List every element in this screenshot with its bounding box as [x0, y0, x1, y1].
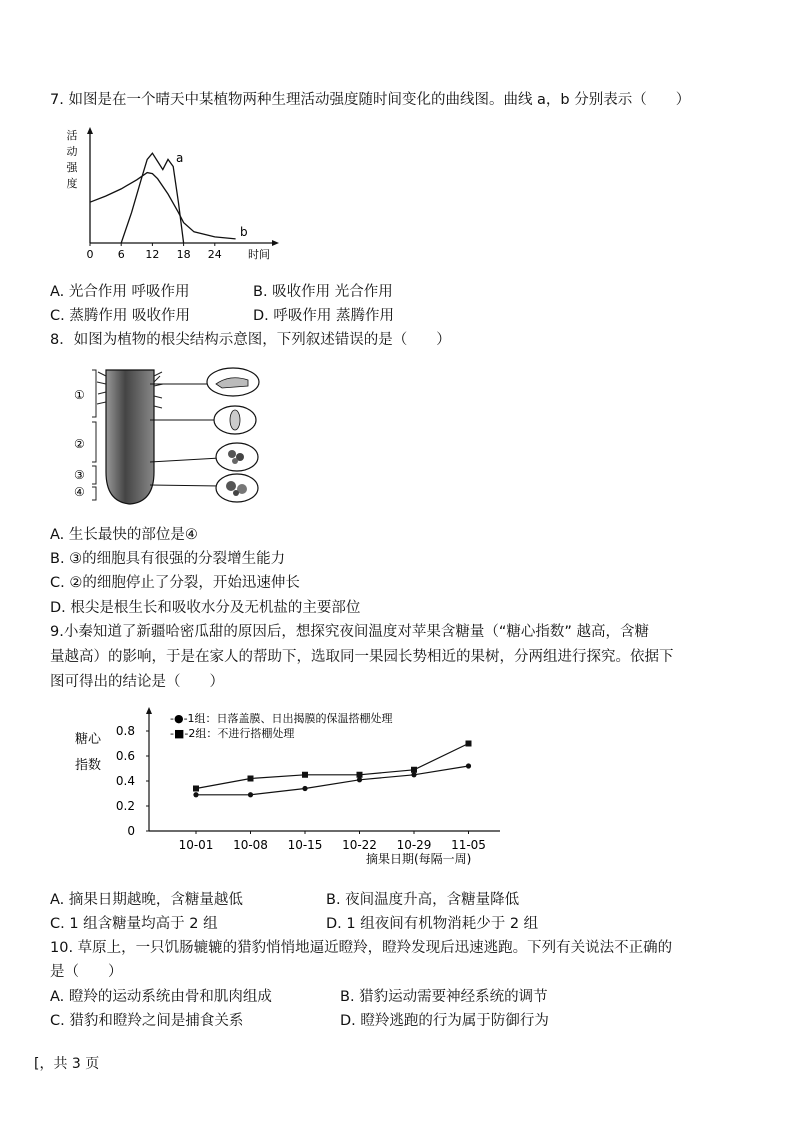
q8-option-c[interactable]: C. ②的细胞停止了分裂，开始迅速伸长 [50, 575, 300, 591]
svg-text:动: 动 [66, 145, 78, 158]
page-footer: [，共 3 页 [34, 1056, 100, 1072]
q9-option-b[interactable]: B. 夜间温度升高，含糖量降低 [326, 892, 520, 908]
q10-option-c[interactable]: C. 猎豹和瞪羚之间是捕食关系 [50, 1013, 244, 1029]
q9-y-tick-label: 0.2 [115, 799, 135, 813]
q9-y-tick-label: 0.8 [115, 724, 135, 738]
q7-ylabel [67, 129, 79, 190]
q9-series-2-point [357, 772, 363, 778]
q7-x-tick-label: 0 [86, 248, 94, 261]
label-1: ① [74, 388, 85, 402]
q7-series-b-label: b [240, 225, 248, 239]
q9-series-1-point [411, 772, 416, 777]
q10-option-a[interactable]: A. 瞪羚的运动系统由骨和肌肉组成 [50, 989, 272, 1005]
q9-chart [70, 705, 510, 875]
q9-series-1-point [193, 792, 198, 797]
svg-text:度: 度 [66, 177, 78, 190]
q7-stem: 7. 如图是在一个晴天中某植物两种生理活动强度随时间变化的曲线图。曲线 a，b 分别表示（ ） [50, 92, 691, 108]
q9-xlabel: 摘果日期(每隔一周) [366, 852, 472, 866]
q9-ylabel-2: 指数 [75, 758, 102, 773]
q9-series-1-point [357, 777, 362, 782]
q7-option-a[interactable]: A. 光合作用 呼吸作用 [50, 284, 190, 300]
pointer-3 [150, 458, 220, 462]
q7-option-b[interactable]: B. 吸收作用 光合作用 [253, 284, 393, 300]
q7-chart [60, 125, 290, 270]
q7-x-tick-label: 12 [145, 248, 160, 261]
q9-y-arrow [146, 707, 152, 714]
q7-x-arrow [272, 240, 279, 246]
q9-series-1-point [466, 763, 471, 768]
q7-option-d[interactable]: D. 呼吸作用 蒸腾作用 [253, 308, 394, 324]
q9-y-tick-label: 0.4 [115, 774, 135, 788]
q9-option-c[interactable]: C. 1 组含糖量均高于 2 组 [50, 916, 218, 932]
q9-series-2-point [248, 776, 254, 782]
region-brackets [92, 370, 96, 500]
q8-option-a[interactable]: A. 生长最快的部位是④ [50, 527, 198, 543]
label-2: ② [74, 437, 85, 451]
root-tip [106, 370, 154, 504]
q10-stem-line2: 是（ ） [50, 964, 123, 980]
q9-option-d[interactable]: D. 1 组夜间有机物消耗少于 2 组 [326, 916, 539, 932]
q9-series-1-point [248, 792, 253, 797]
q8-option-d[interactable]: D. 根尖是根生长和吸收水分及无机盐的主要部位 [50, 600, 361, 616]
q10-option-b[interactable]: B. 猎豹运动需要神经系统的调节 [340, 989, 548, 1005]
q7-series-b [90, 173, 236, 239]
q9-series-2-point [466, 741, 472, 747]
q9-y-tick-label: 0 [127, 824, 135, 838]
q10-option-d[interactable]: D. 瞪羚逃跑的行为属于防御行为 [340, 1013, 549, 1029]
q9-x-tick-label: 10-15 [287, 838, 323, 852]
q7-y-arrow [87, 127, 93, 134]
q7-option-c[interactable]: C. 蒸腾作用 吸收作用 [50, 308, 190, 324]
q9-x-tick-label: 10-01 [178, 838, 214, 852]
cell-detail-4 [216, 474, 258, 502]
q7-x-tick-label: 6 [117, 248, 125, 261]
q9-series-2-line [196, 744, 469, 789]
q9-legend-2: -■-2组：不进行搭棚处理 [170, 727, 295, 740]
q9-stem-line2: 量越高）的影响，于是在家人的帮助下，选取同一果园长势相近的果树，分两组进行探究。依据下 [50, 649, 674, 665]
q9-series-1-point [302, 786, 307, 791]
q9-legend-1: -●-1组：日落盖膜、日出揭膜的保温搭棚处理 [170, 712, 393, 725]
q9-x-tick-label: 11-05 [451, 838, 486, 852]
label-3: ③ [74, 468, 85, 482]
q7-xlabel: 时间 [248, 248, 270, 261]
q9-legend [170, 711, 393, 740]
label-4: ④ [74, 485, 85, 499]
q8-option-b[interactable]: B. ③的细胞具有很强的分裂增生能力 [50, 551, 286, 567]
q7-series-a [121, 153, 183, 243]
svg-text:活: 活 [66, 129, 78, 142]
root-tip-diagram [70, 362, 270, 512]
q9-ylabel-1: 糖心 [75, 732, 102, 747]
q7-series-a-label: a [176, 151, 184, 165]
q9-series-2-point [411, 767, 417, 773]
q10-stem-line1: 10. 草原上，一只饥肠辘辘的猎豹悄悄地逼近瞪羚，瞪羚发现后迅速逃跑。下列有关说法不正确的 [50, 940, 673, 956]
q7-x-tick-label: 18 [176, 248, 191, 261]
q8-stem: 8．如图为植物的根尖结构示意图，下列叙述错误的是（ ） [50, 332, 451, 348]
q9-x-tick-label: 10-29 [396, 838, 432, 852]
q9-stem-line1: 9.小秦知道了新疆哈密瓜甜的原因后，想探究夜间温度对苹果含糖量（“糖心指数” 越高，含糖 [50, 624, 649, 640]
q9-series-2-point [302, 772, 308, 778]
svg-text:强: 强 [66, 161, 78, 174]
q9-stem-line3: 图可得出的结论是（ ） [50, 674, 224, 690]
q9-x-tick-label: 10-08 [233, 838, 268, 852]
q9-x-tick-label: 10-22 [342, 838, 377, 852]
q9-option-a[interactable]: A. 摘果日期越晚，含糖量越低 [50, 892, 243, 908]
q9-series-2-point [193, 786, 199, 792]
q9-y-tick-label: 0.6 [115, 749, 135, 763]
q7-x-tick-label: 24 [207, 248, 222, 261]
pointer-4 [150, 485, 220, 486]
